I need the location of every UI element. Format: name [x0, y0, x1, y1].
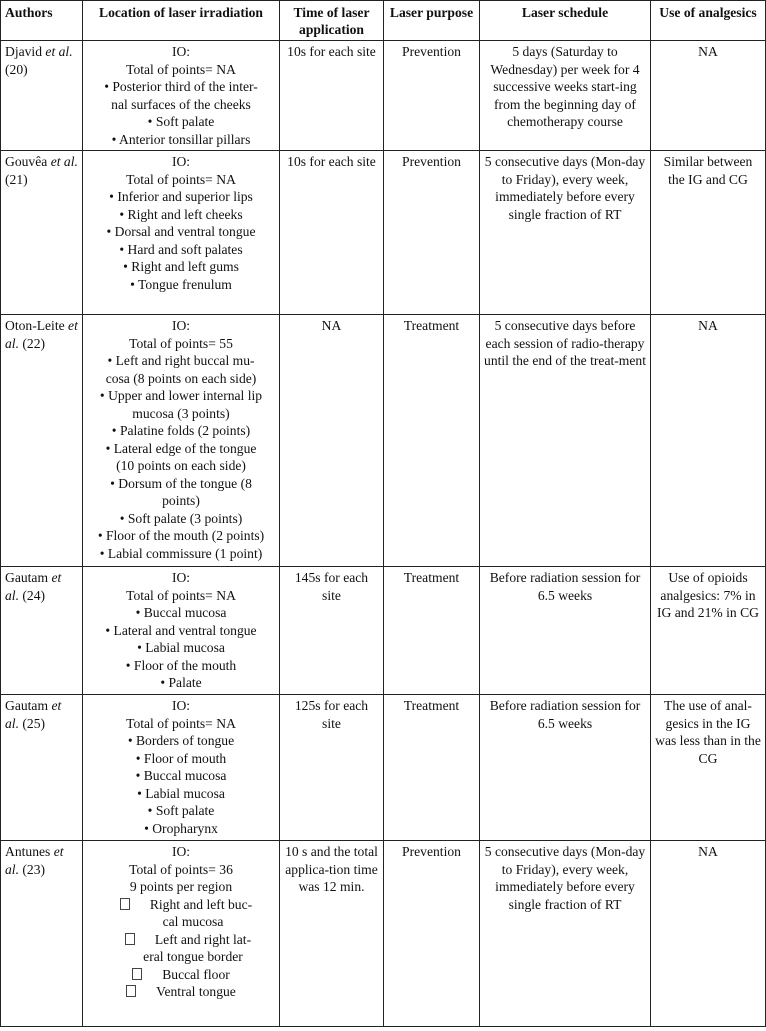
location-line: • Soft palate — [147, 803, 215, 818]
analgesics-cell: Similar between the IG and CG — [651, 151, 766, 315]
author-cell — [1, 695, 83, 841]
location-line: eral tongue border — [143, 949, 243, 964]
location-line: • Floor of mouth — [135, 750, 227, 766]
location-boxed-item — [87, 931, 275, 949]
checkbox-glyph-icon — [126, 985, 136, 997]
author-name: Gouvêa — [5, 154, 51, 169]
header-purpose: Laser purpose — [384, 1, 480, 41]
header-row — [1, 1, 766, 41]
location-line: • Labial commissure (1 point) — [99, 545, 263, 561]
author-etal: et al. — [50, 154, 78, 169]
location-line: • Oropharynx — [144, 820, 218, 836]
time-cell: 10s for each site — [280, 151, 384, 315]
purpose-cell: Prevention — [384, 151, 480, 315]
analgesics-cell: NA — [651, 841, 766, 1027]
author-cell — [1, 841, 83, 1027]
location-total: Total of points= 36 — [129, 861, 233, 877]
header-schedule: Laser schedule — [480, 1, 651, 41]
location-line: cosa (8 points on each side) — [105, 370, 257, 386]
table-row — [1, 151, 766, 315]
author-etal: et al. — [45, 44, 73, 59]
location-io: IO: — [171, 698, 191, 713]
analgesics-cell: The use of anal-gesics in the IG was less than in the CG — [651, 695, 766, 841]
time-cell: 10s for each site — [280, 41, 384, 151]
location-line: • Lateral edge of the tongue — [105, 440, 257, 456]
author-name: Antunes — [5, 844, 54, 859]
location-line: • Dorsal and ventral tongue — [106, 224, 256, 239]
location-per-region: 9 points per region — [129, 879, 233, 894]
author-cell — [1, 567, 83, 695]
author-name: Gautam — [5, 698, 52, 713]
location-line: • Upper and lower internal lip — [99, 388, 263, 403]
header-time: Time of laser application — [280, 1, 384, 41]
schedule-cell: 5 days (Saturday to Wednesday) per week for 4 successive weeks start-ing from the beginning day of chemotherapy course — [480, 41, 651, 151]
location-line: • Floor of the mouth — [125, 657, 237, 673]
location-line: Ventral tongue — [156, 984, 236, 999]
author-cell — [1, 151, 83, 315]
purpose-cell: Prevention — [384, 41, 480, 151]
author-cell — [1, 315, 83, 567]
location-cell — [83, 41, 280, 151]
time-cell: 125s for each site — [280, 695, 384, 841]
schedule-cell: Before radiation session for 6.5 weeks — [480, 567, 651, 695]
location-line: • Posterior third of the inter- — [104, 79, 258, 94]
author-ref: (23) — [18, 861, 46, 877]
author-etal: et al. — [5, 698, 62, 731]
time-cell: 145s for each site — [280, 567, 384, 695]
schedule-cell: Before radiation session for 6.5 weeks — [480, 695, 651, 841]
location-io: IO: — [171, 570, 191, 585]
location-total: Total of points= NA — [126, 171, 236, 187]
location-boxed-item — [87, 983, 275, 1001]
location-cell — [83, 567, 280, 695]
location-line: (10 points on each side) — [116, 458, 246, 473]
table-row — [1, 841, 766, 1027]
location-line: • Dorsum of the tongue (8 — [110, 475, 252, 491]
author-etal: et al. — [5, 570, 62, 603]
location-line: • Palate — [160, 675, 202, 690]
location-line: Buccal floor — [162, 966, 230, 982]
location-line: nal surfaces of the cheeks — [111, 96, 251, 112]
author-ref: (22) — [18, 335, 46, 351]
location-io: IO: — [171, 44, 191, 59]
location-line: • Labial mucosa — [137, 785, 225, 801]
author-cell — [1, 41, 83, 151]
location-cell — [83, 151, 280, 315]
location-line: Left and right lat- — [154, 931, 252, 947]
location-line: Right and left buc- — [149, 896, 253, 912]
purpose-cell: Prevention — [384, 841, 480, 1027]
author-etal: et al. — [5, 318, 78, 351]
header-location: Location of laser irradiation — [83, 1, 280, 41]
schedule-cell: 5 consecutive days before each session of radio-therapy until the end of the treat-ment — [480, 315, 651, 567]
purpose-cell: Treatment — [384, 567, 480, 695]
location-line: • Palatine folds (2 points) — [111, 423, 251, 438]
location-line: • Inferior and superior lips — [109, 189, 253, 204]
author-name: Djavid — [5, 44, 46, 59]
author-ref: (20) — [5, 61, 28, 77]
location-line: points) — [162, 493, 200, 508]
table-row — [1, 695, 766, 841]
location-line: mucosa (3 points) — [132, 405, 230, 421]
location-io: IO: — [171, 154, 191, 169]
location-line: • Soft palate (3 points) — [119, 510, 243, 526]
author-ref: (24) — [18, 587, 46, 603]
location-cell — [83, 841, 280, 1027]
location-line: cal mucosa — [162, 914, 224, 929]
time-cell: NA — [280, 315, 384, 567]
location-boxed-item — [87, 966, 275, 984]
checkbox-glyph-icon — [120, 898, 130, 910]
author-ref: (25) — [18, 715, 46, 731]
analgesics-cell: NA — [651, 315, 766, 567]
location-line: • Buccal mucosa — [135, 768, 227, 783]
location-line: • Soft palate — [147, 114, 215, 129]
location-line: • Labial mucosa — [137, 640, 225, 655]
author-ref: (21) — [5, 171, 28, 187]
location-total: Total of points= 55 — [129, 335, 233, 351]
analgesics-cell: NA — [651, 41, 766, 151]
location-line: • Right and left cheeks — [119, 206, 243, 222]
checkbox-glyph-icon — [125, 933, 135, 945]
location-line: • Anterior tonsillar pillars — [111, 131, 251, 147]
location-line: • Buccal mucosa — [135, 605, 227, 620]
location-line: • Tongue frenulum — [130, 276, 232, 292]
location-total: Total of points= NA — [126, 715, 236, 731]
location-io: IO: — [171, 318, 191, 333]
location-line: • Left and right buccal mu- — [107, 353, 255, 368]
location-total: Total of points= NA — [126, 61, 236, 77]
table-row — [1, 567, 766, 695]
schedule-cell: 5 consecutive days (Mon-day to Friday), every week, immediately before every single fraction of RT — [480, 151, 651, 315]
location-boxed-item — [87, 896, 275, 914]
analgesics-cell: Use of opioids analgesics: 7% in IG and 21% in CG — [651, 567, 766, 695]
location-total: Total of points= NA — [126, 587, 236, 603]
author-name: Oton-Leite — [5, 318, 69, 333]
schedule-cell: 5 consecutive days (Mon-day to Friday), every week, immediately before every single fraction of RT — [480, 841, 651, 1027]
location-line: • Right and left gums — [123, 259, 239, 274]
location-line: • Lateral and ventral tongue — [105, 622, 257, 638]
location-cell — [83, 315, 280, 567]
location-line: • Hard and soft palates — [119, 241, 243, 257]
purpose-cell: Treatment — [384, 315, 480, 567]
time-cell: 10 s and the total applica-tion time was 12 min. — [280, 841, 384, 1027]
location-io: IO: — [171, 844, 191, 859]
table-row — [1, 41, 766, 151]
location-cell — [83, 695, 280, 841]
header-authors: Authors — [1, 1, 83, 41]
location-line: • Borders of tongue — [127, 733, 235, 748]
author-name: Gautam — [5, 570, 52, 585]
location-line: • Floor of the mouth (2 points) — [97, 528, 265, 543]
author-etal: et al. — [5, 844, 64, 877]
table-row — [1, 315, 766, 567]
header-analgesics: Use of analgesics — [651, 1, 766, 41]
checkbox-glyph-icon — [132, 968, 142, 980]
purpose-cell: Treatment — [384, 695, 480, 841]
